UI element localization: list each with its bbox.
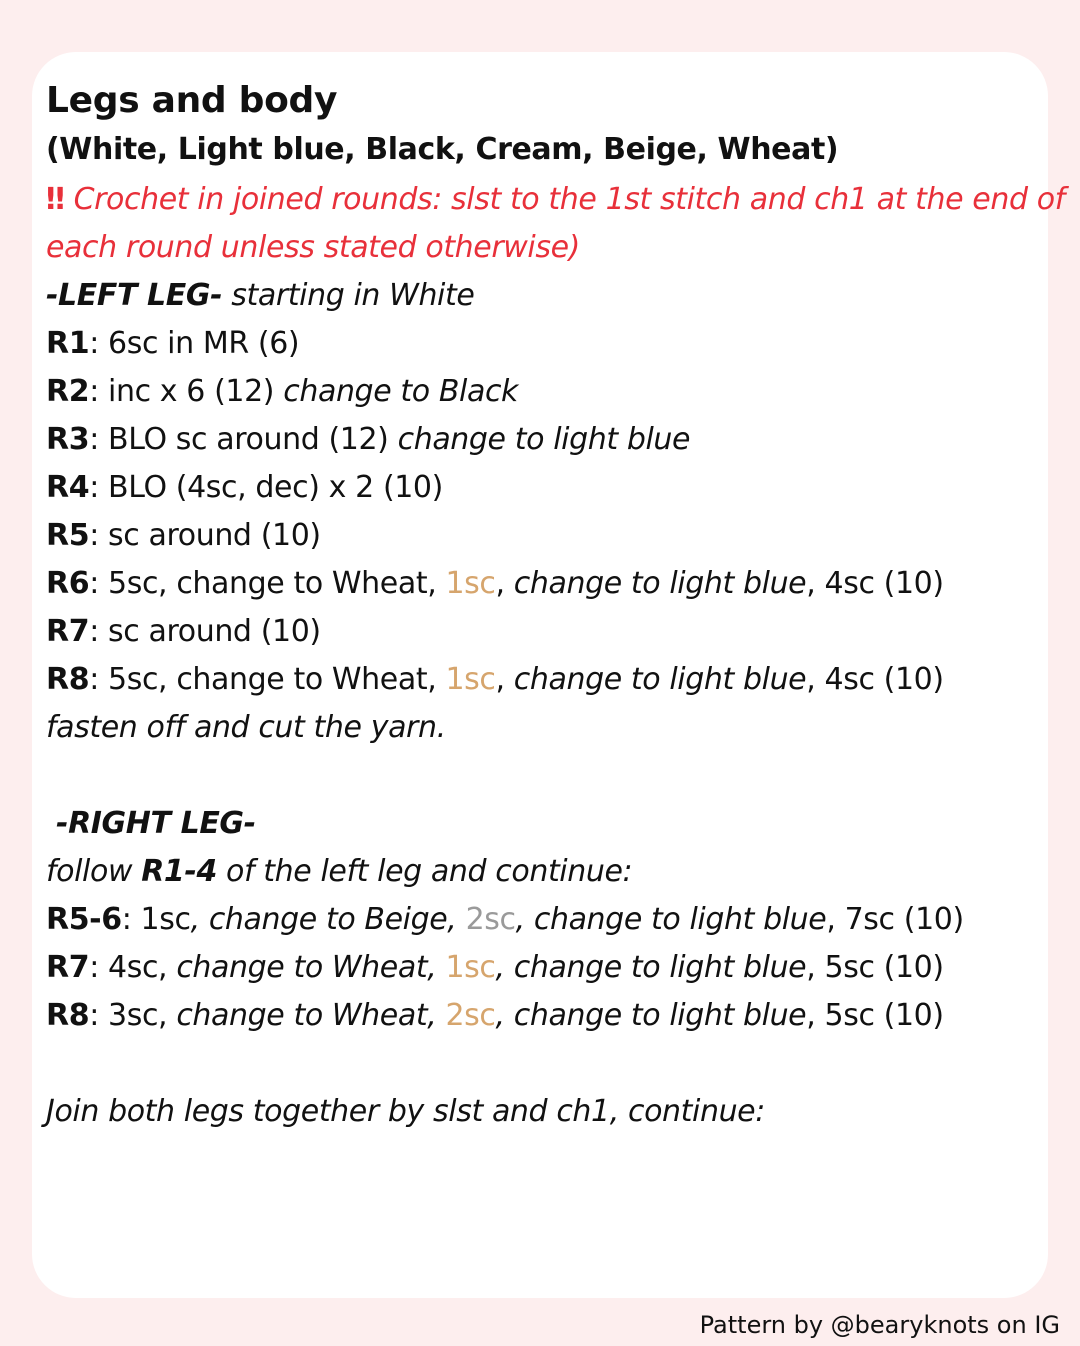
follow-rows: R1-4 [141,854,217,889]
wheat-stitch-count: 2sc [445,998,496,1033]
wheat-stitch-count: 1sc [445,566,496,601]
left-leg-row-8 [46,656,1076,704]
row-text: : inc x 6 (12) [89,374,284,409]
left-leg-row-1 [46,320,1076,368]
color-change-note: , change to light blue [495,998,807,1033]
row-text: , 4sc (10) [806,662,944,697]
row-label: R7 [46,614,90,649]
row-label: R1 [46,326,90,361]
color-change-note: change to light blue [397,422,691,457]
join-legs-note: Join both legs together by slst and ch1, continue: [46,1094,765,1129]
row-label: R2 [46,374,90,409]
left-leg-row-3 [46,416,1076,464]
row-label: R5-6 [46,902,122,937]
row-text: : 5sc, change to Wheat, [89,662,446,697]
row-text: , 4sc (10) [806,566,944,601]
row-text: : 3sc, [89,998,177,1033]
row-text: , 5sc (10) [806,950,944,985]
row-text: , [495,662,514,697]
fasten-off-note: fasten off and cut the yarn. [46,710,446,745]
right-leg-row-5-6 [46,896,1076,944]
row-text: : BLO sc around (12) [89,422,398,457]
yarn-colors-list: (White, Light blue, Black, Cream, Beige, Wheat) [46,132,839,167]
row-label: R7 [46,950,90,985]
row-text: : sc around (10) [89,518,321,553]
row-text: : 6sc in MR (6) [89,326,300,361]
beige-stitch-count: 2sc [465,902,516,937]
right-leg-row-8 [46,992,1076,1040]
row-text: : BLO (4sc, dec) x 2 (10) [89,470,443,505]
spacer [46,752,1076,800]
left-leg-row-6 [46,560,1076,608]
left-leg-row-2 [46,368,1076,416]
wheat-stitch-count: 1sc [445,662,496,697]
left-leg-heading [46,272,1076,320]
right-leg-heading: -RIGHT LEG- [46,806,256,841]
pattern-credit: Pattern by @bearyknots on IG [699,1311,1060,1339]
row-label: R8 [46,662,90,697]
row-text: , [495,566,514,601]
row-label: R4 [46,470,90,505]
spacer [46,1040,1076,1088]
row-text: , 7sc (10) [826,902,964,937]
row-label: R5 [46,518,90,553]
color-change-note: , change to Beige, [190,902,466,937]
follow-text: of the left leg and continue: [216,854,633,889]
follow-text: follow [46,854,142,889]
row-text: : 4sc, [89,950,177,985]
left-leg-row-4 [46,464,1076,512]
color-change-note: change to Black [283,374,519,409]
row-text: : sc around (10) [89,614,321,649]
left-leg-start-note: starting in White [222,278,475,313]
color-change-note: , change to light blue [515,902,827,937]
color-change-note: change to Wheat, [176,950,446,985]
double-exclamation-icon: ‼ [46,182,65,217]
right-leg-row-7 [46,944,1076,992]
row-label: R3 [46,422,90,457]
left-leg-row-5 [46,512,1076,560]
left-leg-row-7 [46,608,1076,656]
section-title: Legs and body [46,80,338,121]
right-leg-follow-note [46,848,1076,896]
pattern-content [46,76,1076,1136]
color-change-note: , change to light blue [495,950,807,985]
row-text: : 5sc, change to Wheat, [89,566,446,601]
row-label: R6 [46,566,90,601]
row-text: , 5sc (10) [806,998,944,1033]
row-text: : 1sc [121,902,191,937]
row-label: R8 [46,998,90,1033]
joined-rounds-warning [46,176,1076,272]
color-change-note: change to light blue [513,662,807,697]
color-change-note: change to light blue [513,566,807,601]
left-leg-title: -LEFT LEG- [46,278,223,313]
wheat-stitch-count: 1sc [445,950,496,985]
color-change-note: change to Wheat, [176,998,446,1033]
warning-text: Crochet in joined rounds: slst to the 1st stitch and ch1 at the end of each round unless stated otherwise) [46,182,1065,265]
